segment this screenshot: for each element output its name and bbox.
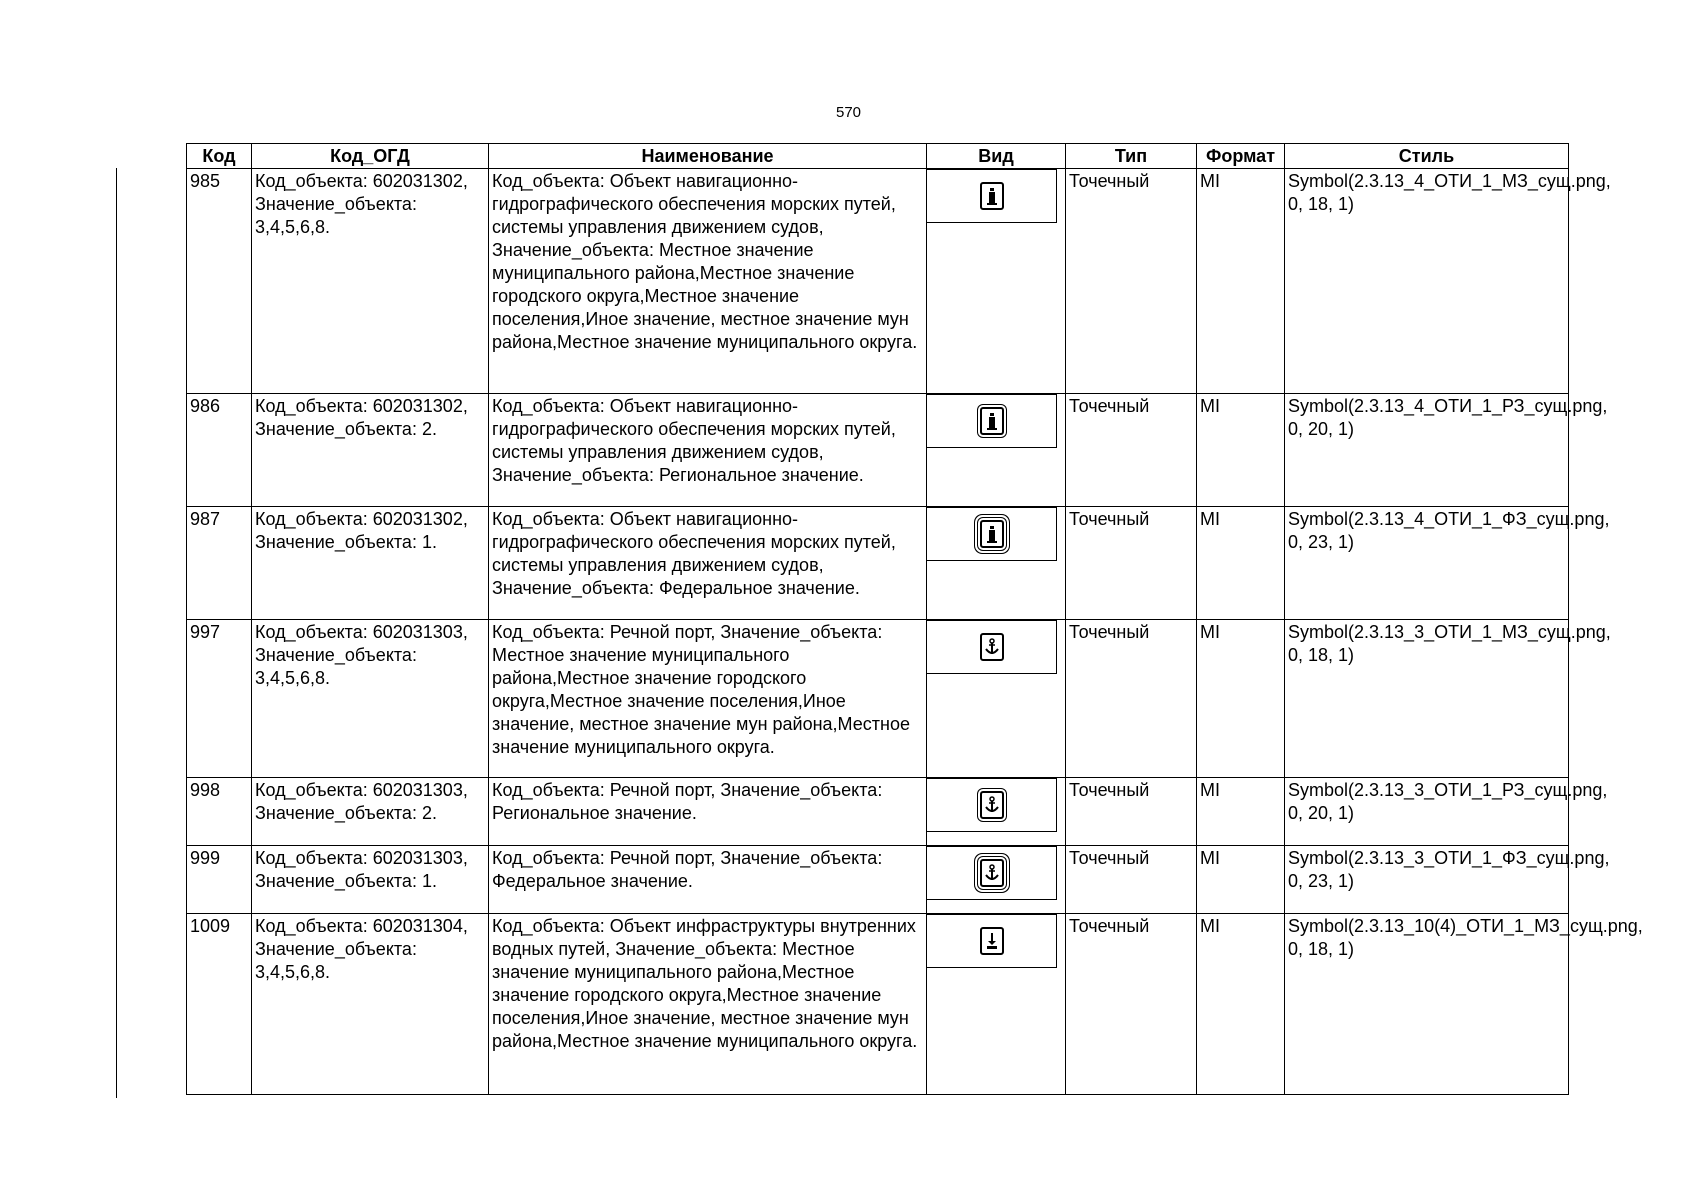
cell-style: Symbol(2.3.13_10(4)_ОТИ_1_МЗ_сущ.png, 0, 18, 1) (1285, 914, 1569, 1095)
cell-vid (927, 846, 1066, 914)
lighthouse-icon (980, 520, 1004, 548)
margin-line (116, 168, 117, 1098)
table-row (187, 394, 1569, 507)
cell-tip: Точечный (1066, 914, 1197, 1095)
cell-name: Код_объекта: Объект навигационно-гидрографического обеспечения морских путей, системы управления движением судов, Значение_объекта: Региональное значение. (489, 394, 927, 507)
cell-kod: 986 (187, 394, 252, 507)
cell-tip: Точечный (1066, 394, 1197, 507)
cell-kod-ogd: Код_объекта: 602031302, Значение_объекта: 3,4,5,6,8. (252, 169, 489, 394)
cell-format: MI (1197, 846, 1285, 914)
cell-format: MI (1197, 394, 1285, 507)
cell-format: MI (1197, 169, 1285, 394)
cell-vid (927, 394, 1066, 507)
cell-tip: Точечный (1066, 778, 1197, 846)
cell-tip: Точечный (1066, 620, 1197, 778)
header-format: Формат (1197, 144, 1285, 169)
table-row (187, 620, 1569, 778)
cell-kod: 987 (187, 507, 252, 620)
river-infrastructure-icon (980, 927, 1004, 955)
cell-vid (927, 507, 1066, 620)
cell-name: Код_объекта: Речной порт, Значение_объекта: Местное значение муниципального района,Местное значение городского округа,Местное значение поселения,Иное значение, местное значение мун района,Местное значение муниципального округа. (489, 620, 927, 778)
cell-tip: Точечный (1066, 846, 1197, 914)
lighthouse-icon (980, 182, 1004, 210)
table-header-row (187, 144, 1569, 169)
cell-kod: 997 (187, 620, 252, 778)
table-row (187, 778, 1569, 846)
header-kod-ogd: Код_ОГД (252, 144, 489, 169)
cell-vid (927, 778, 1066, 846)
cell-kod-ogd: Код_объекта: 602031304, Значение_объекта: 3,4,5,6,8. (252, 914, 489, 1095)
header-kod: Код (187, 144, 252, 169)
cell-style: Symbol(2.3.13_3_ОТИ_1_РЗ_сущ.png, 0, 20, 1) (1285, 778, 1569, 846)
header-tip: Тип (1066, 144, 1197, 169)
cell-kod-ogd: Код_объекта: 602031302, Значение_объекта: 1. (252, 507, 489, 620)
cell-name: Код_объекта: Речной порт, Значение_объекта: Региональное значение. (489, 778, 927, 846)
cell-kod-ogd: Код_объекта: 602031303, Значение_объекта: 2. (252, 778, 489, 846)
cell-vid (927, 914, 1066, 1095)
symbol-table (186, 143, 1643, 1095)
cell-kod: 999 (187, 846, 252, 914)
lighthouse-icon (980, 407, 1004, 435)
cell-name: Код_объекта: Объект инфраструктуры внутренних водных путей, Значение_объекта: Местное значение муниципального района,Местное значение городского округа,Местное значение поселения,Иное значение, местное значение мун района,Местное значение муниципального округа. (489, 914, 927, 1095)
cell-style: Symbol(2.3.13_3_ОТИ_1_МЗ_сущ.png, 0, 18, 1) (1285, 620, 1569, 778)
anchor-icon (980, 791, 1004, 819)
cell-format: MI (1197, 778, 1285, 846)
header-name: Наименование (489, 144, 927, 169)
table-row (187, 507, 1569, 620)
cell-tip: Точечный (1066, 169, 1197, 394)
cell-format: MI (1197, 620, 1285, 778)
table-row (187, 914, 1569, 1095)
table-row (187, 169, 1569, 394)
anchor-icon (980, 859, 1004, 887)
cell-kod: 985 (187, 169, 252, 394)
cell-style: Symbol(2.3.13_4_ОТИ_1_РЗ_сущ.png, 0, 20, 1) (1285, 394, 1569, 507)
header-style: Стиль (1285, 144, 1569, 169)
cell-format: MI (1197, 914, 1285, 1095)
cell-tip: Точечный (1066, 507, 1197, 620)
cell-name: Код_объекта: Объект навигационно-гидрографического обеспечения морских путей, системы управления движением судов, Значение_объекта: Местное значение муниципального района,Местное значение городского округа,Местное значение поселения,Иное значение, местное значение мун района,Местное значение муниципального округа. (489, 169, 927, 394)
cell-vid (927, 620, 1066, 778)
cell-kod-ogd: Код_объекта: 602031303, Значение_объекта: 3,4,5,6,8. (252, 620, 489, 778)
cell-style: Symbol(2.3.13_4_ОТИ_1_МЗ_сущ.png, 0, 18, 1) (1285, 169, 1569, 394)
header-vid: Вид (927, 144, 1066, 169)
cell-style: Symbol(2.3.13_4_ОТИ_1_ФЗ_сущ.png, 0, 23, 1) (1285, 507, 1569, 620)
table-row (187, 846, 1569, 914)
cell-kod: 1009 (187, 914, 252, 1095)
cell-style: Symbol(2.3.13_3_ОТИ_1_ФЗ_сущ.png, 0, 23, 1) (1285, 846, 1569, 914)
cell-kod-ogd: Код_объекта: 602031302, Значение_объекта: 2. (252, 394, 489, 507)
page-number: 570 (835, 104, 862, 121)
cell-kod: 998 (187, 778, 252, 846)
cell-vid (927, 169, 1066, 394)
cell-name: Код_объекта: Речной порт, Значение_объекта: Федеральное значение. (489, 846, 927, 914)
anchor-icon (980, 633, 1004, 661)
cell-name: Код_объекта: Объект навигационно-гидрографического обеспечения морских путей, системы управления движением судов, Значение_объекта: Федеральное значение. (489, 507, 927, 620)
cell-kod-ogd: Код_объекта: 602031303, Значение_объекта: 1. (252, 846, 489, 914)
cell-format: MI (1197, 507, 1285, 620)
